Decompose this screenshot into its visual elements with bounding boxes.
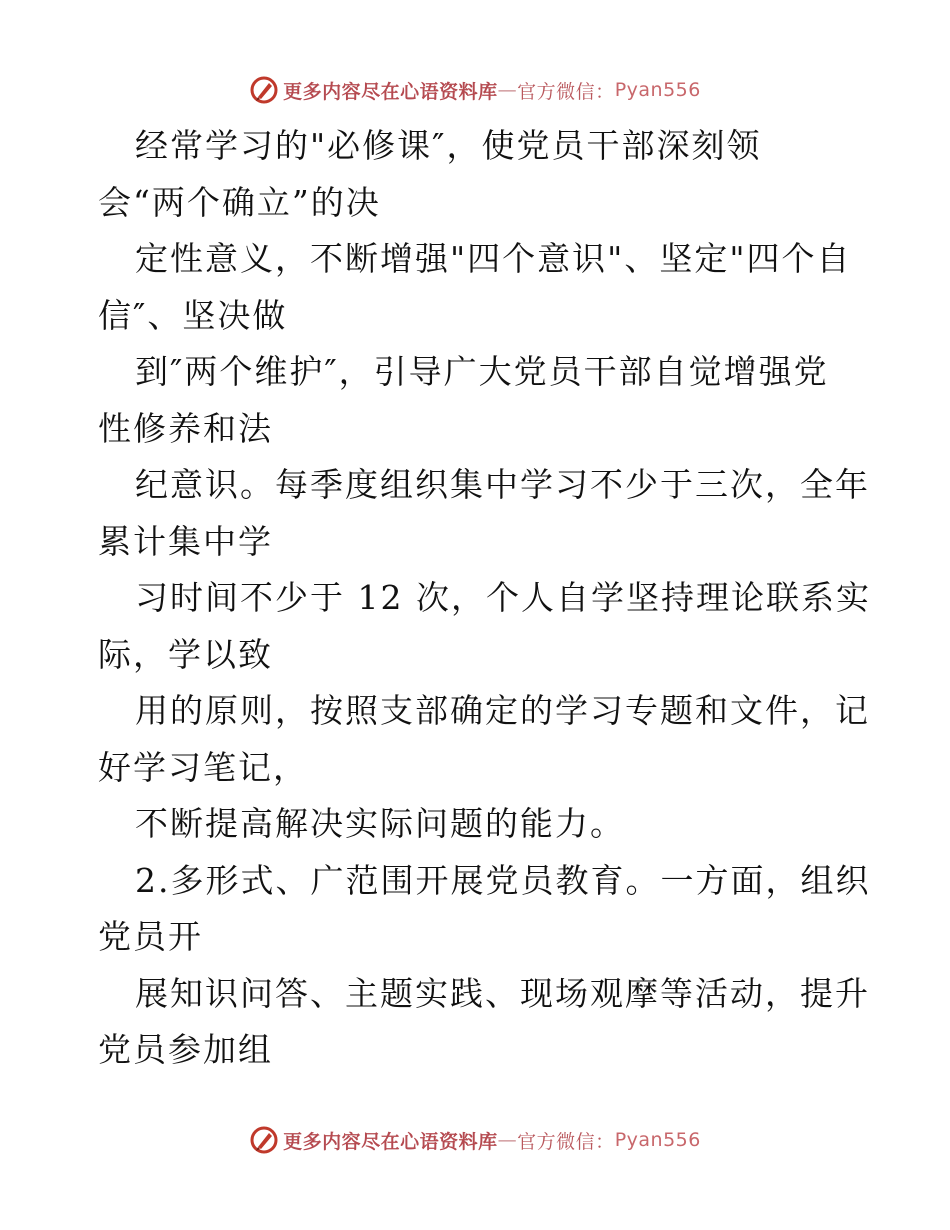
watermark-id: Pyan556	[614, 79, 701, 101]
body-line: 定性意义，不断增强"四个意识"、坚定"四个自	[135, 239, 852, 278]
watermark-label: 官方微信：	[517, 1130, 615, 1153]
body-line: 会“两个确立”的决	[98, 182, 381, 222]
watermark-brand: 更多内容尽在心语资料库	[283, 1130, 498, 1153]
body-line: 用的原则，按照支部确定的学习专题和文件，记	[135, 691, 870, 730]
watermark-separator: —	[497, 79, 518, 101]
body-line: 展知识问答、主题实践、现场观摩等活动，提升	[135, 973, 870, 1013]
body-line: 纪意识。每季度组织集中学习不少于三次，全年	[135, 465, 870, 504]
watermark-separator: —	[497, 1129, 518, 1151]
body-line: 际，学以致	[98, 634, 273, 674]
body-line: 党员参加组	[98, 1030, 273, 1069]
header-watermark	[0, 70, 950, 110]
body-line: 习时间不少于 12 次，个人自学坚持理论联系实	[135, 578, 871, 617]
body-line: 经常学习的"必修课″，使党员干部深刻领	[135, 126, 762, 165]
pen-logo-icon	[249, 75, 279, 105]
document-body	[98, 118, 871, 1079]
body-line: 不断提高解决实际问题的能力。	[135, 804, 625, 843]
watermark-brand: 更多内容尽在心语资料库	[283, 80, 498, 103]
body-line: 累计集中学	[98, 521, 273, 561]
footer-watermark	[0, 1120, 950, 1160]
body-line: 党员开	[98, 917, 203, 956]
watermark-id: Pyan556	[614, 1129, 701, 1151]
watermark-label: 官方微信：	[517, 80, 615, 103]
body-line: 好学习笔记，	[98, 747, 308, 787]
body-line: 信″、坚决做	[98, 295, 288, 335]
body-line: 性修养和法	[98, 408, 273, 448]
pen-logo-icon	[249, 1125, 279, 1155]
body-line: 2.多形式、广范围开展党员教育。一方面，组织	[135, 860, 871, 900]
body-line: 到″两个维护″，引导广大党员干部自觉增强党	[135, 352, 829, 391]
